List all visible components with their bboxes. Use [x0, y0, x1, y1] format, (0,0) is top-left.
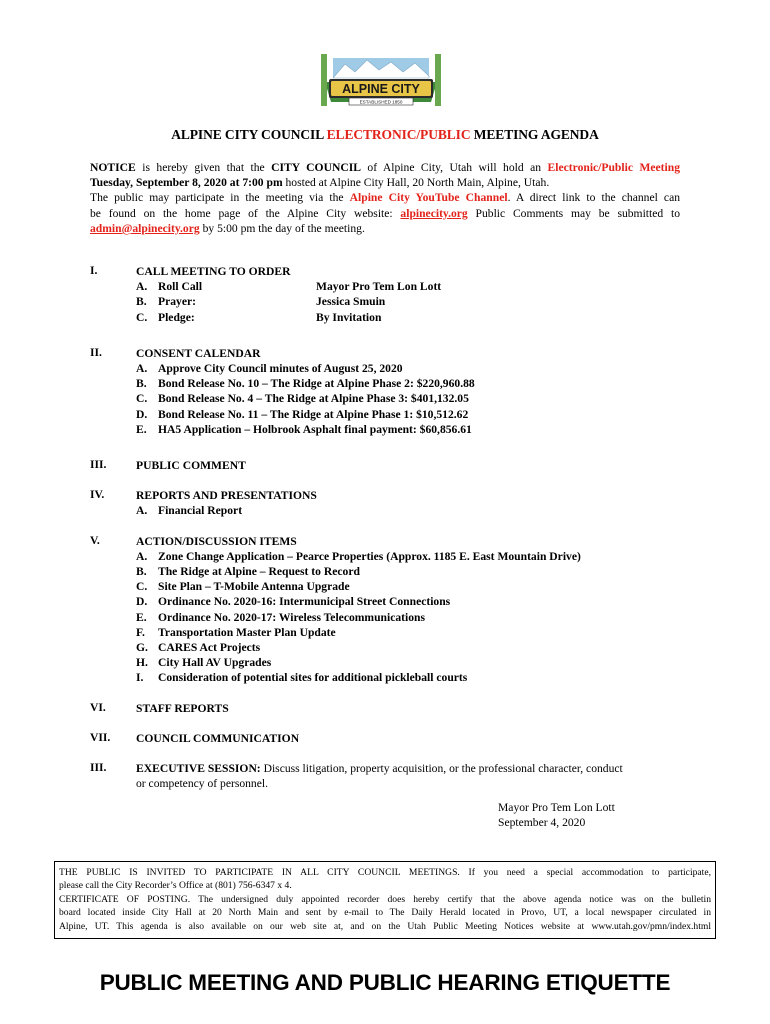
- item-text: Consideration of potential sites for additional pickleball courts: [158, 671, 468, 685]
- signature-name: Mayor Pro Tem Lon Lott: [498, 801, 615, 814]
- item-text: Pledge:: [158, 310, 195, 324]
- agenda-section-6: [90, 701, 680, 716]
- notice-line-5: [90, 221, 680, 236]
- item-text: Approve City Council minutes of August 25, 2020: [158, 362, 403, 376]
- section-heading: CALL MEETING TO ORDER: [136, 265, 291, 278]
- executive-session-line-1: [136, 761, 680, 776]
- section-heading: EXECUTIVE SESSION:: [136, 762, 261, 776]
- public-box-line-1: THE PUBLIC IS INVITED TO PARTICIPATE IN ALL CITY COUNCIL MEETINGS. If you need a special accommodation to participate,: [59, 867, 711, 878]
- website-link[interactable]: alpinecity.org: [400, 206, 468, 220]
- section-heading: REPORTS AND PRESENTATIONS: [136, 489, 317, 503]
- agenda-item: [136, 407, 680, 422]
- title-part-3: MEETING AGENDA: [470, 127, 599, 142]
- item-assignee: Jessica Smuin: [316, 295, 386, 309]
- agenda-section-8: [90, 761, 680, 791]
- agenda-item: [136, 310, 680, 325]
- item-letter: E.: [136, 610, 147, 624]
- agenda-item: [136, 640, 680, 655]
- agenda-item: [136, 422, 680, 437]
- notice-label: NOTICE: [90, 161, 136, 174]
- item-letter: I.: [136, 671, 144, 685]
- notice-text-4: The public may participate in the meeting via the: [90, 191, 350, 205]
- agenda-section-3: [90, 458, 680, 473]
- item-letter: H.: [136, 656, 148, 670]
- item-text: Ordinance No. 2020-17: Wireless Telecommunications: [158, 610, 425, 624]
- item-text: The Ridge at Alpine – Request to Record: [158, 565, 360, 579]
- item-text: Bond Release No. 4 – The Ridge at Alpine Phase 3: $401,132.05: [158, 392, 469, 406]
- signature-date: September 4, 2020: [498, 816, 586, 830]
- public-box-line-4: board located inside City Hall at 20 North Main and sent by e-mail to The Daily Herald located in Provo, UT, a local newspaper circulated in: [59, 907, 711, 919]
- item-text: HA5 Application – Holbrook Asphalt final payment: $60,856.61: [158, 422, 472, 436]
- item-letter: A.: [136, 362, 148, 376]
- section-number: VII.: [90, 730, 111, 744]
- item-letter: C.: [136, 392, 148, 406]
- agenda-section-5: [90, 534, 680, 686]
- item-text: Ordinance No. 2020-16: Intermunicipal Street Connections: [158, 595, 451, 609]
- logo-established-text: ESTABLISHED 1850: [359, 99, 403, 105]
- public-box-line-2: please call the City Recorder’s Office at (801) 756-6347 x 4.: [59, 880, 292, 892]
- notice-text-8: by 5:00 pm the day of the meeting.: [199, 221, 365, 235]
- notice-line-3: [90, 190, 680, 205]
- agenda-item: [136, 376, 680, 391]
- page-title: [90, 127, 680, 143]
- section-heading: STAFF REPORTS: [136, 701, 229, 715]
- agenda-list: [90, 264, 680, 791]
- youtube-channel-link[interactable]: Alpine City YouTube Channel: [349, 191, 508, 205]
- agenda-item: [136, 655, 680, 670]
- section-heading: CONSENT CALENDAR: [136, 346, 261, 360]
- notice-line-2: [90, 175, 680, 190]
- section-number: I.: [90, 264, 98, 277]
- item-letter: D.: [136, 595, 148, 609]
- item-text: Roll Call: [158, 280, 203, 294]
- meeting-notice: [90, 160, 680, 236]
- agenda-item: [136, 564, 680, 579]
- item-assignee: Mayor Pro Tem Lon Lott: [316, 280, 442, 294]
- alpine-city-logo: [315, 48, 447, 108]
- email-link[interactable]: admin@alpinecity.org: [90, 221, 200, 235]
- item-letter: A.: [136, 504, 148, 518]
- item-text: Site Plan – T-Mobile Antenna Upgrade: [158, 580, 350, 594]
- item-text: Zone Change Application – Pearce Properties (Approx. 1185 E. East Mountain Drive): [158, 549, 581, 563]
- notice-text-1: is hereby given that the: [135, 161, 272, 174]
- notice-text-3: hosted at Alpine City Hall, 20 North Main, Alpine, Utah.: [282, 176, 550, 190]
- section-number: III.: [90, 458, 107, 472]
- notice-electronic-meeting: Electronic/Public Meeting: [547, 161, 681, 174]
- public-notice-box: [54, 861, 716, 939]
- notice-text-6: be found on the home page of the Alpine City website:: [90, 206, 401, 220]
- executive-session-line-2: or competency of personnel.: [136, 777, 268, 791]
- signature-block: [498, 800, 615, 830]
- section-number: VI.: [90, 700, 106, 714]
- item-text: Transportation Master Plan Update: [158, 625, 336, 639]
- item-letter: A.: [136, 280, 148, 294]
- section-number: IV.: [90, 488, 105, 502]
- agenda-item: [136, 625, 680, 640]
- agenda-item: [136, 503, 680, 518]
- agenda-item: [136, 361, 680, 376]
- section-number: V.: [90, 533, 100, 547]
- item-letter: C.: [136, 310, 148, 324]
- title-part-1: ALPINE CITY COUNCIL: [171, 127, 327, 142]
- item-text: City Hall AV Upgrades: [158, 656, 272, 670]
- item-letter: B.: [136, 377, 147, 391]
- item-text: Prayer:: [158, 295, 196, 309]
- item-text: Financial Report: [158, 504, 243, 518]
- section-heading: ACTION/DISCUSSION ITEMS: [136, 534, 297, 548]
- public-box-line-3: CERTIFICATE OF POSTING. The undersigned duly appointed recorder does hereby certify that the above agenda notice was on the bulletin: [59, 893, 711, 905]
- agenda-item: [136, 579, 680, 594]
- item-letter: D.: [136, 407, 148, 421]
- item-letter: A.: [136, 549, 148, 563]
- section-number: II.: [90, 345, 102, 359]
- item-letter: E.: [136, 422, 147, 436]
- notice-date: Tuesday, September 8, 2020 at 7:00 pm: [90, 176, 283, 190]
- item-letter: G.: [136, 641, 148, 655]
- notice-line-4: [90, 206, 680, 221]
- item-text: Bond Release No. 10 – The Ridge at Alpine Phase 2: $220,960.88: [158, 377, 475, 391]
- item-assignee: By Invitation: [316, 310, 382, 324]
- notice-council: CITY COUNCIL: [271, 161, 361, 174]
- item-text: Bond Release No. 11 – The Ridge at Alpine Phase 1: $10,512.62: [158, 407, 469, 421]
- title-part-2: ELECTRONIC/PUBLIC: [326, 127, 471, 142]
- section-heading: PUBLIC COMMENT: [136, 459, 246, 473]
- agenda-item: [136, 279, 680, 294]
- agenda-section-2: [90, 346, 680, 437]
- item-text: CARES Act Projects: [158, 641, 261, 655]
- notice-text-5: . A direct link to the channel can: [507, 191, 681, 205]
- public-box-line-5: Alpine, UT. This agenda is also available on our web site at, and on the Utah Public Meeting Notices website at www.utah.gov/pmn/index.html: [59, 920, 711, 932]
- notice-text-2: of Alpine City, Utah will hold an: [360, 161, 548, 174]
- agenda-section-4: [90, 488, 680, 518]
- item-letter: B.: [136, 295, 147, 309]
- agenda-item: [136, 391, 680, 406]
- item-letter: C.: [136, 580, 148, 594]
- executive-session-text: Discuss litigation, property acquisition, or the professional character, conduct: [260, 762, 623, 776]
- item-letter: F.: [136, 625, 145, 639]
- section-number: III.: [90, 761, 107, 775]
- agenda-item: [136, 610, 680, 625]
- agenda-item: [136, 670, 680, 685]
- agenda-section-1: [90, 264, 680, 325]
- item-letter: B.: [136, 565, 147, 579]
- notice-line-1: [90, 160, 680, 175]
- logo-name-text: ALPINE CITY: [342, 82, 420, 96]
- agenda-section-7: [90, 731, 680, 746]
- section-heading: COUNCIL COMMUNICATION: [136, 731, 300, 745]
- notice-text-7: Public Comments may be submitted to: [467, 206, 680, 220]
- agenda-item: [136, 594, 680, 609]
- agenda-item: [136, 294, 680, 309]
- etiquette-heading: PUBLIC MEETING AND PUBLIC HEARING ETIQUETTE: [99, 970, 671, 995]
- alpine-city-logo-graphic: [315, 48, 447, 108]
- agenda-item: [136, 549, 680, 564]
